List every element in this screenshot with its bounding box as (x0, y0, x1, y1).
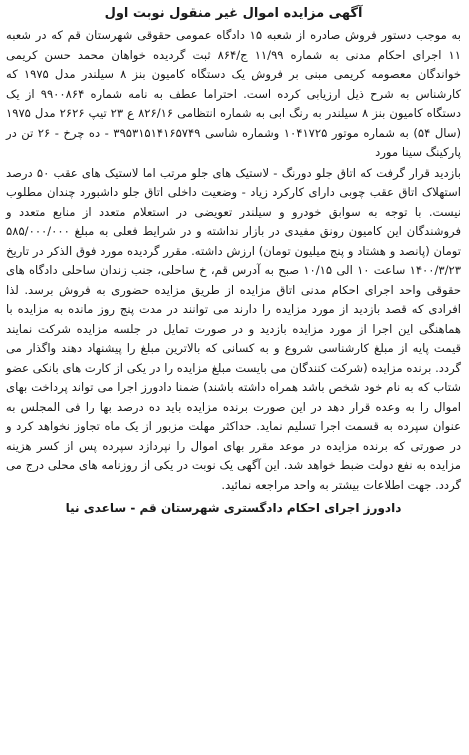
notice-paragraph-intro: به موجب دستور فروش صادره از شعبه ۱۵ دادگاه عمومی حقوقی شهرستان قم که در شعبه ۱۱ اجرای احکام مدنی به شماره ۱۱/۹۹ ج/۸۶۴ ثبت گردیده خواهان محمد حسن کریمی خواندگان معصومه کریمی مبنی بر فروش یک دستگاه کامیون بنز ۸ سیلندر مدل ۱۹۷۵ که کارشناس به شرح ذیل ارزیابی کرده است. احتراما عطف به نامه شماره ۹۹۰۰۸۶۴ از یک دستگاه کامیون بنز ۸ سیلندر به رنگ ابی به شماره انتظامی ۸۲۶/۱۶ ع ۲۳ تیپ ۲۶۲۶ مدل ۱۹۷۵ (سال ۵۴) به شماره موتور ۱۰۴۱۷۲۵ وشماره شاسی ۳۹۵۳۱۵۱۴۱۶۵۷۴۹ - ده چرخ - ۲۶ تن در پارکینگ سینا مورد (6, 28, 462, 159)
notice-title: آگهی مزایده اموال غیر منقول نوبت اول (104, 6, 363, 21)
notice-paragraph-terms: بازدید قرار گرفت که اتاق جلو دورنگ - لاستیک های جلو مرتب اما لاستیک های عقب ۵۰ درصد استهلاک اتاق عقب چوبی دارای کارکرد زیاد - وضعیت داخلی اتاق جلو داشبورد چندان مطلوب نیست. با توجه به سوابق خودرو و سیلندر تعویضی در استعلام متعدد از منابع متعدد و فروشندگان این کامیون رونق مفیدی در بازار نداشته و در شرایط فعلی به مبلغ ۵۸۵/۰۰۰/۰۰۰ تومان (پانصد و هشتاد و پنج میلیون تومان) ارزش داشته. مقرر گردیده مورد فوق الذکر در تاریخ ۱۴۰۰/۳/۲۳ ساعت ۱۰ الی ۱۰/۱۵ صبح به آدرس قم، خ ساحلی، جنب زندان ساحلی دادگاه های حقوقی واحد اجرای احکام مدنی اتاق مزایده از طریق مزایده حضوری به فروش برسد. لذا افرادی که قصد بازدید از مورد مزایده را دارند می توانند در مدت پنج روز مانده به مزایده با هماهنگی این اجرا از مورد مزایده بازدید و در صورت تمایل در جلسه مزایده شرکت نمایند قیمت پایه از مبلغ کارشناسی شروع و به کسانی که بالاترین مبلغ را پیشنهاد دهند واگذار می گردد. برنده مزایده (شرکت کنندگان می بایست مبلغ مزایده را در یکی از کارت های بانکی عضو شتاب که به نام خود شخص باشد همراه داشته باشند) ضمنا دادورز اجرا می تواند پرداخت بهای اموال را به وعده قرار دهد در این صورت برنده مزایده باید ده درصد بها را فی المجلس به عنوان سپرده به قسمت اجرا تسلیم نماید. حداکثر مهلت مزبور از یک ماه تجاوز نخواهد کرد و در صورتی که برنده مزایده در موعد مقرر بهای اموال را نپردازد سپرده پس از کسر هزینه مزایده به نفع دولت ضبط خواهد شد. این آگهی یک نوبت در یکی از روزنامه های محلی درج می گردد. جهت اطلاعات بیشتر به واحد مراجعه نمائید. (6, 165, 461, 492)
notice-signature: دادورز اجرای احکام دادگستری شهرستان قم - ساعدی نیا (65, 501, 402, 515)
